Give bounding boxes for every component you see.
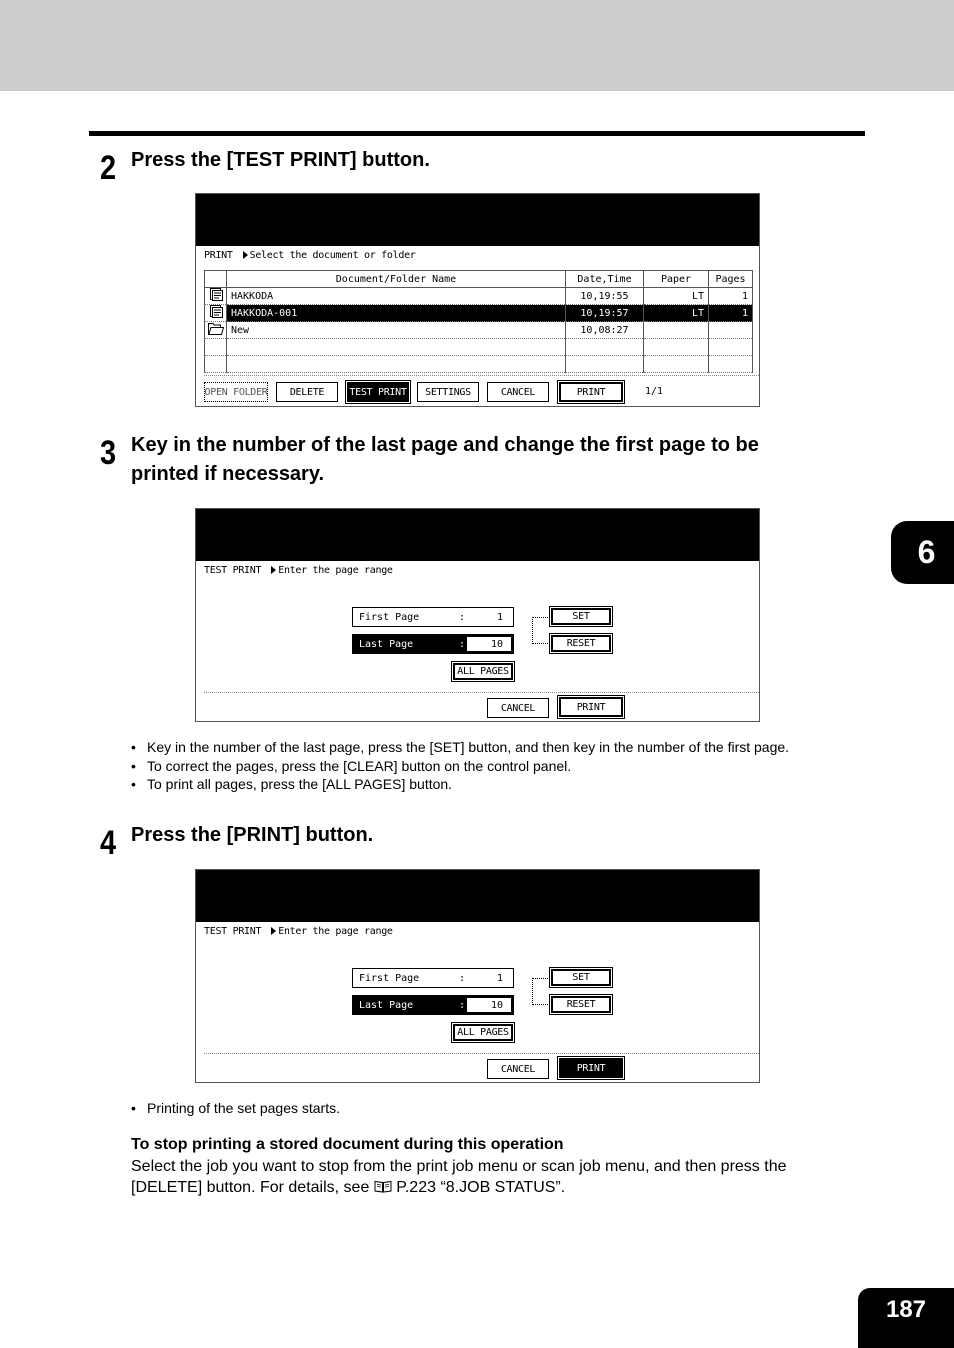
first-page-value: 1 (496, 611, 503, 623)
column-name: Document/Folder Name (227, 271, 566, 288)
step3-notes (131, 738, 789, 794)
first-page-value: 1 (496, 972, 503, 984)
arrow-right-icon (271, 927, 276, 935)
first-page-label: First Page (359, 611, 420, 623)
mode-label: PRINT (204, 250, 233, 261)
field-colon: : (459, 999, 466, 1011)
table-row[interactable] (205, 305, 753, 322)
chapter-tab: 6 (891, 521, 954, 584)
list-item: • Key in the number of the last page, press the [SET] button, and then key in the number of the first page. (131, 738, 789, 757)
arrow-right-icon (243, 251, 248, 259)
field-colon: : (459, 972, 466, 984)
settings-button[interactable]: SETTINGS (417, 382, 479, 402)
connector-line (532, 617, 550, 644)
icon-column (205, 271, 227, 288)
mode-label: TEST PRINT (204, 565, 262, 576)
note-line1: Select the job you want to stop from the print job menu or scan job menu, and then press the (131, 1158, 787, 1175)
folder-icon (205, 322, 227, 339)
all-pages-button[interactable]: ALL PAGES (453, 1024, 513, 1041)
step4-notes (131, 1099, 340, 1118)
column-paper: Paper (644, 271, 709, 288)
page-range-panel-print (195, 869, 760, 1083)
note-line2-text: [DELETE] button. For details, see (131, 1179, 370, 1196)
connector-line (532, 978, 550, 1005)
step-number: 2 (100, 149, 117, 187)
page-indicator: 1/1 (645, 386, 664, 397)
step-title-line2: printed if necessary. (131, 463, 325, 485)
document-name: New (227, 322, 566, 339)
document-icon (205, 288, 227, 305)
document-date: 10,19:55 (566, 288, 644, 305)
document-icon (205, 305, 227, 322)
document-name: HAKKODA (227, 288, 566, 305)
first-page-field[interactable] (352, 607, 514, 627)
note-body (131, 1156, 851, 1198)
page-reference[interactable]: P.223 “8.JOB STATUS”. (396, 1179, 566, 1196)
print-button[interactable]: PRINT (559, 1058, 623, 1078)
last-page-value: 10 (467, 637, 511, 651)
header-band (0, 0, 954, 91)
field-colon: : (459, 638, 466, 650)
panel-breadcrumb (204, 565, 393, 576)
test-print-button[interactable]: TEST PRINT (347, 382, 409, 402)
panel-header (196, 509, 759, 561)
document-pages: 1 (709, 305, 753, 322)
step-title: Press the [TEST PRINT] button. (131, 149, 430, 171)
table-row[interactable] (205, 288, 753, 305)
page-range-panel (195, 508, 760, 722)
set-button[interactable]: SET (551, 608, 611, 625)
panel-header (196, 870, 759, 922)
table-header (205, 271, 753, 288)
first-page-field[interactable] (352, 968, 514, 988)
print-button[interactable]: PRINT (559, 697, 623, 717)
step-number: 4 (100, 824, 117, 862)
mode-label: TEST PRINT (204, 926, 262, 937)
document-paper: LT (644, 305, 709, 322)
step-title-line1: Key in the number of the last page and change the first page to be (131, 434, 759, 456)
instruction-text: Enter the page range (278, 565, 393, 576)
table-row (205, 339, 753, 356)
last-page-field[interactable] (352, 995, 514, 1015)
panel-breadcrumb (204, 250, 416, 261)
document-paper (644, 322, 709, 339)
first-page-label: First Page (359, 972, 420, 984)
panel-header (196, 194, 759, 246)
list-item: • To print all pages, press the [ALL PAGES] button. (131, 775, 789, 794)
book-icon (374, 1180, 392, 1193)
last-page-value: 10 (467, 998, 511, 1012)
table-row[interactable] (205, 322, 753, 339)
page-number: 187 (858, 1288, 954, 1348)
document-pages: 1 (709, 288, 753, 305)
last-page-label: Last Page (359, 999, 414, 1011)
divider (204, 1053, 759, 1054)
instruction-text: Select the document or folder (249, 250, 416, 261)
document-table (204, 270, 753, 373)
document-date: 10,08:27 (566, 322, 644, 339)
document-name: HAKKODA-001 (227, 305, 566, 322)
document-pages (709, 322, 753, 339)
step-number: 3 (100, 434, 117, 472)
field-colon: : (459, 611, 466, 623)
column-date: Date,Time (566, 271, 644, 288)
all-pages-button[interactable]: ALL PAGES (453, 663, 513, 680)
reset-button[interactable]: RESET (551, 996, 611, 1013)
table-row (205, 356, 753, 373)
document-paper: LT (644, 288, 709, 305)
cancel-button[interactable]: CANCEL (487, 1059, 549, 1079)
list-item: • To correct the pages, press the [CLEAR] button on the control panel. (131, 757, 789, 776)
list-item: • Printing of the set pages starts. (131, 1099, 340, 1118)
column-pages: Pages (709, 271, 753, 288)
last-page-label: Last Page (359, 638, 414, 650)
last-page-field[interactable] (352, 634, 514, 654)
panel-breadcrumb (204, 926, 393, 937)
set-button[interactable]: SET (551, 969, 611, 986)
arrow-right-icon (271, 566, 276, 574)
open-folder-button[interactable]: OPEN FOLDER (204, 382, 268, 402)
divider (204, 375, 759, 376)
reset-button[interactable]: RESET (551, 635, 611, 652)
delete-button[interactable]: DELETE (276, 382, 338, 402)
print-button[interactable]: PRINT (559, 382, 623, 402)
instruction-text: Enter the page range (278, 926, 393, 937)
note-heading: To stop printing a stored document during this operation (131, 1136, 564, 1153)
document-date: 10,19:57 (566, 305, 644, 322)
cancel-button[interactable]: CANCEL (487, 698, 549, 718)
step-title: Press the [PRINT] button. (131, 824, 374, 846)
cancel-button[interactable]: CANCEL (487, 382, 549, 402)
section-rule (89, 131, 865, 136)
document-select-panel (195, 193, 760, 407)
divider (204, 692, 759, 693)
